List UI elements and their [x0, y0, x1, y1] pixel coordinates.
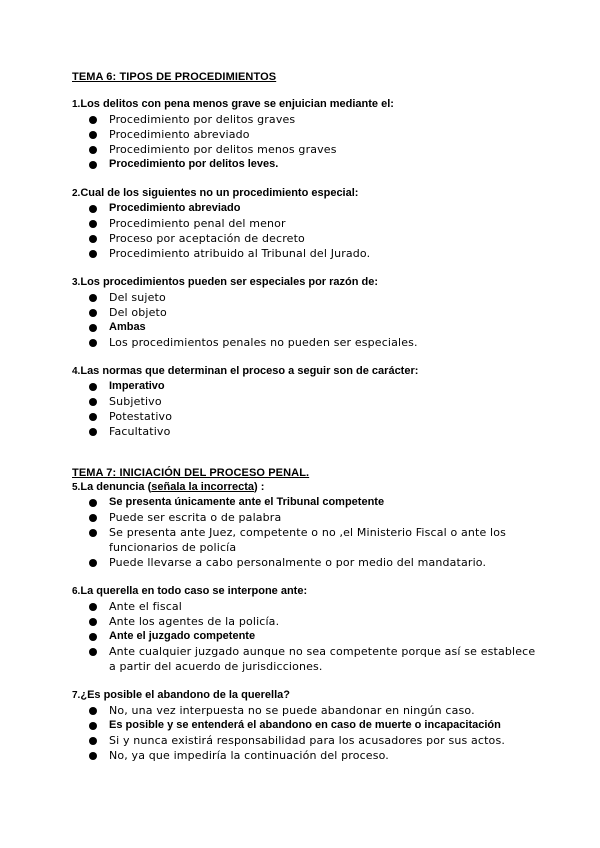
question-6-options: [72, 599, 542, 674]
option: Los procedimientos penales no pueden ser especiales.: [89, 335, 542, 350]
option-correct: Es posible y se entenderá el abandono en caso de muerte o incapacitación: [89, 718, 542, 733]
bullet-icon: [89, 398, 97, 406]
bullet-icon: [89, 146, 97, 154]
bullet-icon: [89, 250, 97, 258]
option: Del sujeto: [89, 290, 542, 305]
bullet-icon: [89, 161, 97, 169]
bullet-icon: [89, 514, 97, 522]
question-5-underlined: señala la incorrecta: [151, 481, 254, 493]
bullet-icon: [89, 413, 97, 421]
bullet-icon: [89, 499, 97, 507]
document-content: [72, 70, 542, 763]
question-6-text: La querella en todo caso se interpone ante:: [80, 585, 308, 597]
option: Del objeto: [89, 305, 542, 320]
question-6: 6.La querella en todo caso se interpone ante:: [72, 585, 308, 597]
bullet-icon: [89, 294, 97, 302]
option-correct: Ambas: [89, 320, 542, 335]
option-correct: Ante el juzgado competente: [89, 629, 542, 644]
option: Puede ser escrita o de palabra: [89, 510, 542, 525]
bullet-icon: [89, 752, 97, 760]
bullet-icon: [89, 383, 97, 391]
question-7: 7.¿Es posible el abandono de la querella?: [72, 689, 290, 701]
option: Subjetivo: [89, 394, 542, 409]
question-4-options: [72, 379, 542, 439]
bullet-icon: [89, 428, 97, 436]
tema7-heading: TEMA 7: INICIACIÓN DEL PROCESO PENAL.: [72, 467, 310, 479]
question-2-text: Cual de los siguientes no un procedimiento especial:: [80, 187, 359, 199]
bullet-icon: [89, 707, 97, 715]
question-3: 3.Los procedimientos pueden ser especiales por razón de:: [72, 276, 379, 288]
tema6-heading: TEMA 6: TIPOS DE PROCEDIMIENTOS: [72, 71, 277, 83]
option-correct: Procedimiento por delitos leves.: [89, 157, 542, 172]
option: Procedimiento penal del menor: [89, 216, 542, 231]
question-7-options: [72, 703, 542, 763]
bullet-icon: [89, 339, 97, 347]
option: Procedimiento atribuido al Tribunal del Jurado.: [89, 246, 542, 261]
bullet-icon: [89, 722, 97, 730]
option: No, ya que impediría la continuación del proceso.: [89, 748, 542, 763]
option: Facultativo: [89, 424, 542, 439]
question-2: 2.Cual de los siguientes no un procedimiento especial:: [72, 187, 359, 199]
bullet-icon: [89, 220, 97, 228]
bullet-icon: [89, 235, 97, 243]
bullet-icon: [89, 309, 97, 317]
option: Se presenta ante Juez, competente o no ,el Ministerio Fiscal o ante los funcionarios de policía: [89, 525, 542, 555]
option: Puede llevarse a cabo personalmente o por medio del mandatario.: [89, 555, 542, 570]
question-4: 4.Las normas que determinan el proceso a seguir son de carácter:: [72, 365, 419, 377]
option-correct: Se presenta únicamente ante el Tribunal competente: [89, 495, 542, 510]
bullet-icon: [89, 603, 97, 611]
option: No, una vez interpuesta no se puede abandonar en ningún caso.: [89, 703, 542, 718]
bullet-icon: [89, 131, 97, 139]
option: Ante cualquier juzgado aunque no sea competente porque así se establece a partir del acuerdo de jurisdicciones.: [89, 644, 542, 674]
option: Si y nunca existirá responsabilidad para los acusadores por sus actos.: [89, 733, 542, 748]
option-correct: Imperativo: [89, 379, 542, 394]
option: Ante los agentes de la policía.: [89, 614, 542, 629]
question-1-text: Los delitos con pena menos grave se enjuician mediante el:: [80, 98, 394, 110]
bullet-icon: [89, 324, 97, 332]
bullet-icon: [89, 737, 97, 745]
option: Ante el fiscal: [89, 599, 542, 614]
question-4-text: Las normas que determinan el proceso a seguir son de carácter:: [80, 365, 419, 377]
option: Potestativo: [89, 409, 542, 424]
question-5: 5.La denuncia (señala la incorrecta) :: [72, 481, 265, 493]
option: Procedimiento por delitos menos graves: [89, 142, 542, 157]
bullet-icon: [89, 633, 97, 641]
option: Proceso por aceptación de decreto: [89, 231, 542, 246]
option-correct: Procedimiento abreviado: [89, 201, 542, 216]
bullet-icon: [89, 618, 97, 626]
bullet-icon: [89, 116, 97, 124]
option: Procedimiento por delitos graves: [89, 112, 542, 127]
bullet-icon: [89, 529, 97, 537]
bullet-icon: [89, 648, 97, 656]
question-5-options: [72, 495, 542, 570]
question-1: 1.Los delitos con pena menos grave se enjuician mediante el:: [72, 98, 394, 110]
question-1-options: [72, 112, 542, 172]
question-3-text: Los procedimientos pueden ser especiales por razón de:: [80, 276, 379, 288]
question-2-options: [72, 201, 542, 261]
question-3-options: [72, 290, 542, 350]
bullet-icon: [89, 559, 97, 567]
option: Procedimiento abreviado: [89, 127, 542, 142]
bullet-icon: [89, 205, 97, 213]
question-7-text: ¿Es posible el abandono de la querella?: [80, 689, 290, 701]
